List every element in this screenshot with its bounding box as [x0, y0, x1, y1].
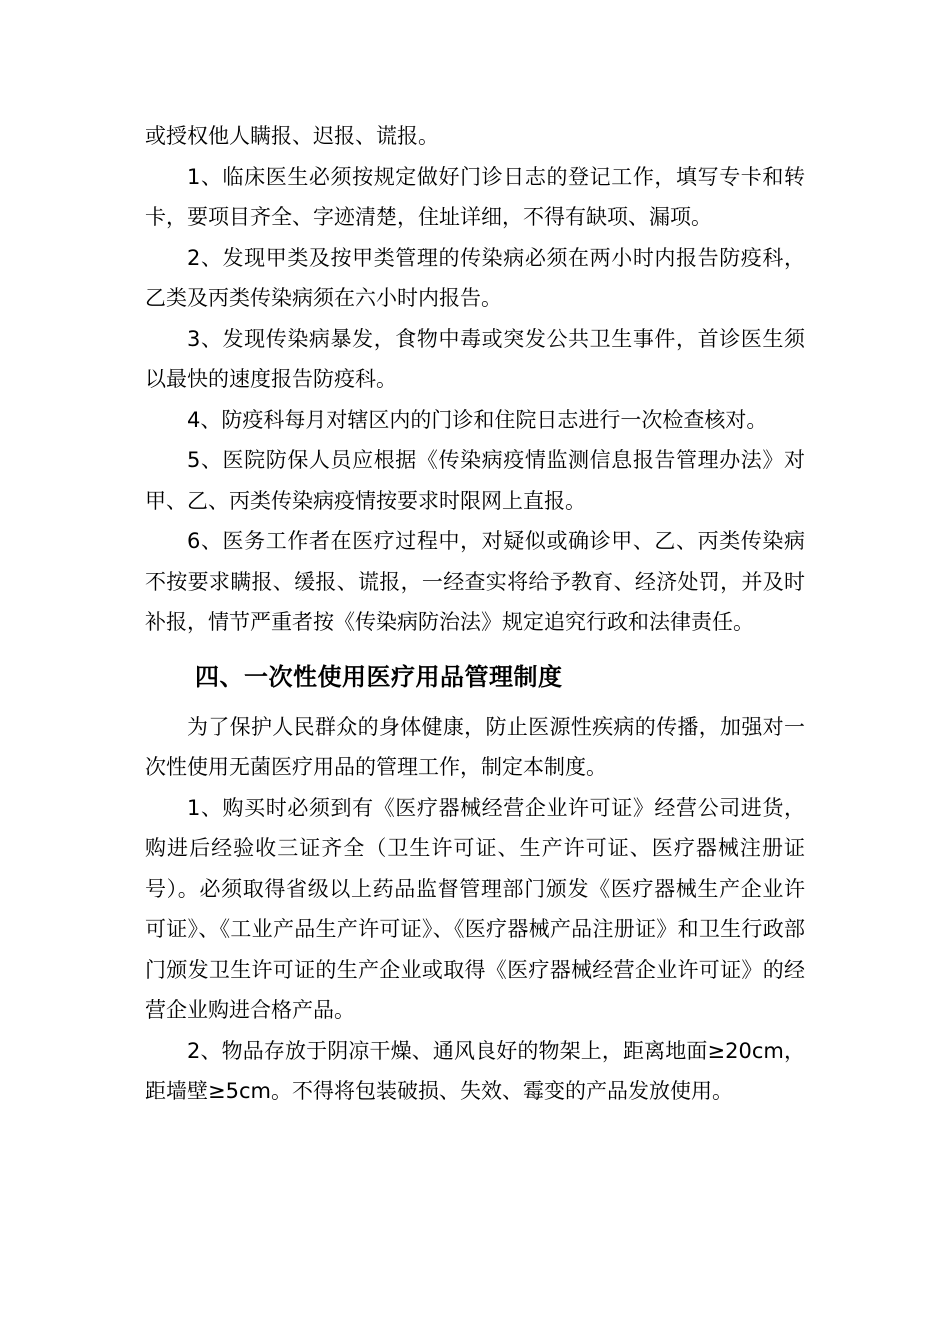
paragraph-continuation: 或授权他人瞒报、迟报、谎报。: [145, 124, 439, 148]
paragraph-item-3: 3、发现传染病暴发，食物中毒或突发公共卫生事件，首诊医生须以最快的速度报告防疫科。: [145, 326, 805, 391]
section-heading: 四、一次性使用医疗用品管理制度: [195, 662, 563, 691]
paragraph-item-2: 2、发现甲类及按甲类管理的传染病必须在两小时内报告防疫科，乙类及丙类传染病须在六小时内报告。: [145, 245, 805, 310]
document-body: [145, 116, 805, 1112]
paragraph-item-5: 5、医院防保人员应根据《传染病疫情监测信息报告管理办法》对甲、乙、丙类传染病疫情按要求时限网上直报。: [145, 448, 805, 513]
paragraph-item-1: 1、临床医生必须按规定做好门诊日志的登记工作，填写专卡和转卡，要项目齐全、字迹清楚，住址详细，不得有缺项、漏项。: [145, 164, 805, 229]
paragraph-rule-2: 2、物品存放于阴凉干燥、通风良好的物架上，距离地面≥20cm，距墙壁≥5cm。不得将包装破损、失效、霉变的产品发放使用。: [145, 1038, 805, 1103]
paragraph-intro: 为了保护人民群众的身体健康，防止医源性疾病的传播，加强对一次性使用无菌医疗用品的管理工作，制定本制度。: [145, 714, 805, 779]
paragraph-rule-1: 1、购买时必须到有《医疗器械经营企业许可证》经营公司进货，购进后经验收三证齐全（卫生许可证、生产许可证、医疗器械注册证号）。必须取得省级以上药品监督管理部门颁发《医疗器械生产企业许可证》、《工业产品生产许可证》、《医疗器械产品注册证》和卫生行政部门颁发卫生许可证的生产企业或取得《医疗器械经营企业许可证》的经营企业购进合格产品。: [145, 795, 805, 1022]
paragraph-item-6: 6、医务工作者在医疗过程中，对疑似或确诊甲、乙、丙类传染病不按要求瞒报、缓报、谎报，一经查实将给予教育、经济处罚，并及时补报，情节严重者按《传染病防治法》规定追究行政和法律责任。: [145, 529, 805, 634]
paragraph-item-4: 4、防疫科每月对辖区内的门诊和住院日志进行一次检查核对。: [187, 407, 768, 432]
